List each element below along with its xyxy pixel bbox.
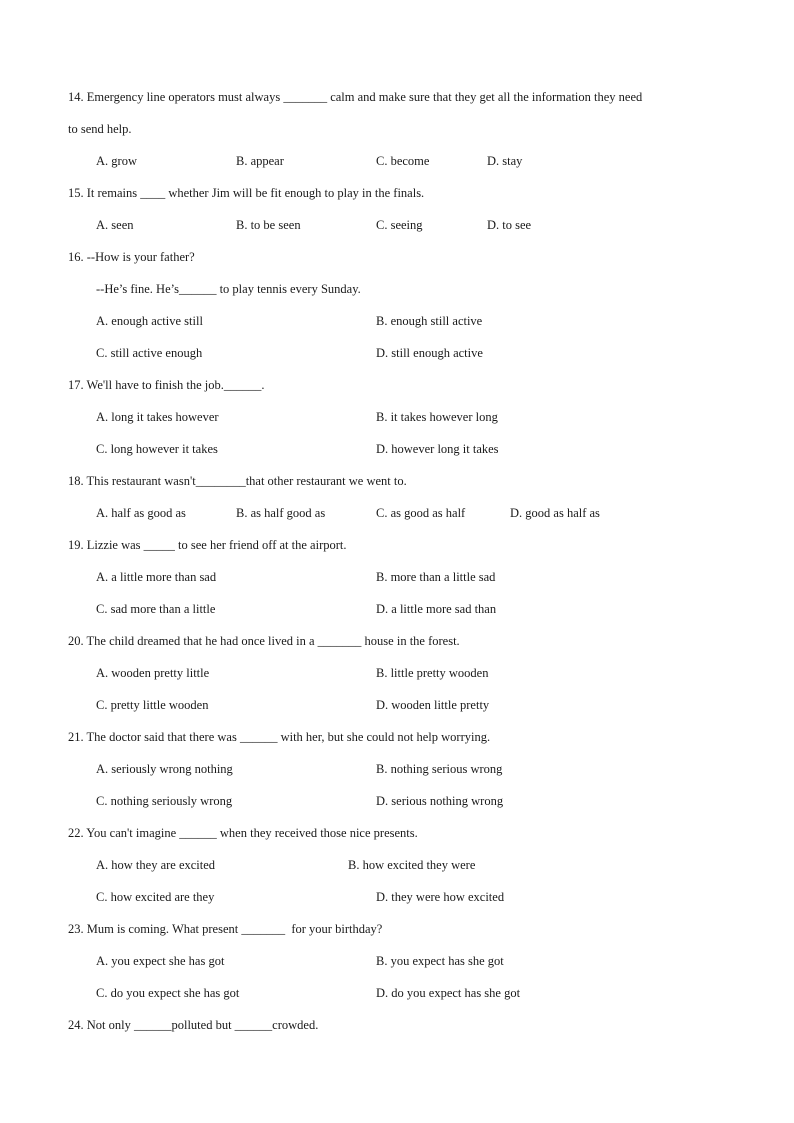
question-20-option-a: A. wooden pretty little bbox=[96, 666, 210, 680]
question-22-option-d: D. they were how excited bbox=[376, 890, 505, 904]
question-19-option-d: D. a little more sad than bbox=[376, 602, 497, 616]
question-16-stem: 16. --How is your father? bbox=[68, 250, 195, 264]
question-14-option-a: A. grow bbox=[96, 154, 137, 168]
question-18-option-a: A. half as good as bbox=[96, 506, 186, 520]
question-21-option-b: B. nothing serious wrong bbox=[376, 762, 503, 776]
question-19-option-a: A. a little more than sad bbox=[96, 570, 217, 584]
question-16-option-d: D. still enough active bbox=[376, 346, 483, 360]
question-18-option-d: D. good as half as bbox=[510, 506, 600, 520]
question-21-option-a: A. seriously wrong nothing bbox=[96, 762, 233, 776]
question-19-option-b: B. more than a little sad bbox=[376, 570, 496, 584]
question-22-option-c: C. how excited are they bbox=[96, 890, 215, 904]
question-21-stem: 21. The doctor said that there was ______ with her, but she could not help worrying. bbox=[68, 730, 491, 744]
question-19-option-c: C. sad more than a little bbox=[96, 602, 216, 616]
question-20-stem: 20. The child dreamed that he had once lived in a _______ house in the forest. bbox=[68, 634, 460, 648]
question-18-option-b: B. as half good as bbox=[236, 506, 326, 520]
question-15-option-c: C. seeing bbox=[376, 218, 423, 232]
question-23-option-c: C. do you expect she has got bbox=[96, 986, 240, 1000]
question-14-option-b: B. appear bbox=[236, 154, 284, 168]
question-22-option-b: B. how excited they were bbox=[348, 858, 476, 872]
question-20-option-b: B. little pretty wooden bbox=[376, 666, 489, 680]
question-21-option-c: C. nothing seriously wrong bbox=[96, 794, 233, 808]
question-17-option-a: A. long it takes however bbox=[96, 410, 219, 424]
question-14-stem-continued: to send help. bbox=[68, 122, 132, 136]
question-17-option-d: D. however long it takes bbox=[376, 442, 499, 456]
question-14-option-d: D. stay bbox=[487, 154, 523, 168]
question-22-option-a: A. how they are excited bbox=[96, 858, 216, 872]
question-18-option-c: C. as good as half bbox=[376, 506, 466, 520]
question-20-option-c: C. pretty little wooden bbox=[96, 698, 209, 712]
question-17-option-b: B. it takes however long bbox=[376, 410, 498, 424]
question-23-option-d: D. do you expect has she got bbox=[376, 986, 521, 1000]
question-16-dialogue: --He’s fine. He’s______ to play tennis every Sunday. bbox=[96, 282, 361, 296]
question-19-stem: 19. Lizzie was _____ to see her friend off at the airport. bbox=[68, 538, 347, 552]
question-15-option-b: B. to be seen bbox=[236, 218, 301, 232]
question-16-option-c: C. still active enough bbox=[96, 346, 203, 360]
question-22-stem: 22. You can't imagine ______ when they received those nice presents. bbox=[68, 826, 418, 840]
question-17-option-c: C. long however it takes bbox=[96, 442, 218, 456]
question-21-option-d: D. serious nothing wrong bbox=[376, 794, 504, 808]
question-15-option-d: D. to see bbox=[487, 218, 532, 232]
question-16-option-a: A. enough active still bbox=[96, 314, 203, 328]
question-23-option-a: A. you expect she has got bbox=[96, 954, 225, 968]
question-20-option-d: D. wooden little pretty bbox=[376, 698, 490, 712]
question-14-stem: 14. Emergency line operators must always _______ calm and make sure that they get all the information they need bbox=[68, 90, 643, 104]
question-15-stem: 15. It remains ____ whether Jim will be fit enough to play in the finals. bbox=[68, 186, 425, 200]
question-14-option-c: C. become bbox=[376, 154, 430, 168]
question-23-stem: 23. Mum is coming. What present _______ for your birthday? bbox=[68, 922, 383, 936]
question-18-stem: 18. This restaurant wasn't________that other restaurant we went to. bbox=[68, 474, 407, 488]
question-23-option-b: B. you expect has she got bbox=[376, 954, 504, 968]
question-17-stem: 17. We'll have to finish the job.______. bbox=[68, 378, 265, 392]
question-24-stem: 24. Not only ______polluted but ______crowded. bbox=[68, 1018, 319, 1032]
question-16-option-b: B. enough still active bbox=[376, 314, 483, 328]
question-15-option-a: A. seen bbox=[96, 218, 134, 232]
